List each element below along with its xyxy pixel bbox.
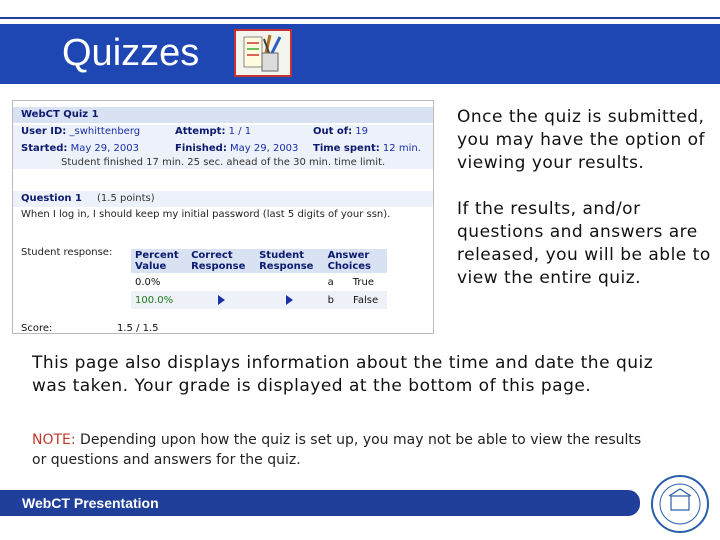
- table-row: [131, 291, 387, 309]
- side-paragraph: Once the quiz is submitted, you may have the option of viewing your results.: [457, 107, 706, 173]
- note-label: NOTE:: [32, 432, 76, 448]
- score-label: Score:: [21, 323, 53, 334]
- note: [32, 430, 642, 470]
- finished-row: Finished: May 29, 2003: [175, 143, 299, 154]
- percent-cell: 100.0%: [131, 291, 187, 309]
- finish-note: Student finished 17 min. 25 sec. ahead of the 30 min. time limit.: [61, 157, 386, 168]
- question-text: When I log in, I should keep my initial password (last 5 digits of your ssn).: [21, 209, 391, 220]
- quiz-results-screenshot: [12, 100, 434, 334]
- percent-cell: 0.0%: [131, 273, 187, 291]
- slide-title: Quizzes: [62, 32, 200, 74]
- out-of-row: Out of: 19: [313, 126, 369, 137]
- body-text: This page also displays information about the time and date the quiz was taken. Your grade is displayed at the bottom of this page.: [32, 353, 654, 396]
- correct-response-marker-icon: [218, 295, 225, 305]
- started-row: Started: May 29, 2003: [21, 143, 139, 154]
- question-label: Question 1: [21, 193, 82, 204]
- university-seal-icon: [650, 474, 710, 534]
- pencil-cup-icon: [234, 29, 292, 77]
- answer-choice-cell: a True: [324, 273, 387, 291]
- footer-label: WebCT Presentation: [22, 495, 159, 511]
- time-spent-row: Time spent: 12 min.: [313, 143, 421, 154]
- column-header: Percent Value: [131, 249, 187, 273]
- question-points: (1.5 points): [97, 193, 155, 204]
- column-header: Correct Response: [187, 249, 255, 273]
- table-header-row: [131, 249, 387, 273]
- student-response-label: Student response:: [21, 247, 113, 258]
- side-explanation: [457, 106, 717, 313]
- table-row: [131, 273, 387, 291]
- attempt-row: Attempt: 1 / 1: [175, 126, 252, 137]
- quiz-title: WebCT Quiz 1: [21, 109, 99, 120]
- student-response-marker-icon: [286, 295, 293, 305]
- column-header: Answer Choices: [324, 249, 387, 273]
- column-header: Student Response: [255, 249, 323, 273]
- top-rule: [0, 17, 720, 19]
- side-paragraph: If the results, and/or questions and answers are released, you will be able to view the entire quiz.: [457, 199, 711, 288]
- user-id-row: User ID: _swhittenberg: [21, 126, 141, 137]
- answer-choice-cell: b False: [324, 291, 387, 309]
- score-value: 1.5 / 1.5: [117, 323, 159, 334]
- note-text: Depending upon how the quiz is set up, you may not be able to view the results or questions and answers for the quiz.: [32, 432, 642, 468]
- response-table: [131, 249, 387, 309]
